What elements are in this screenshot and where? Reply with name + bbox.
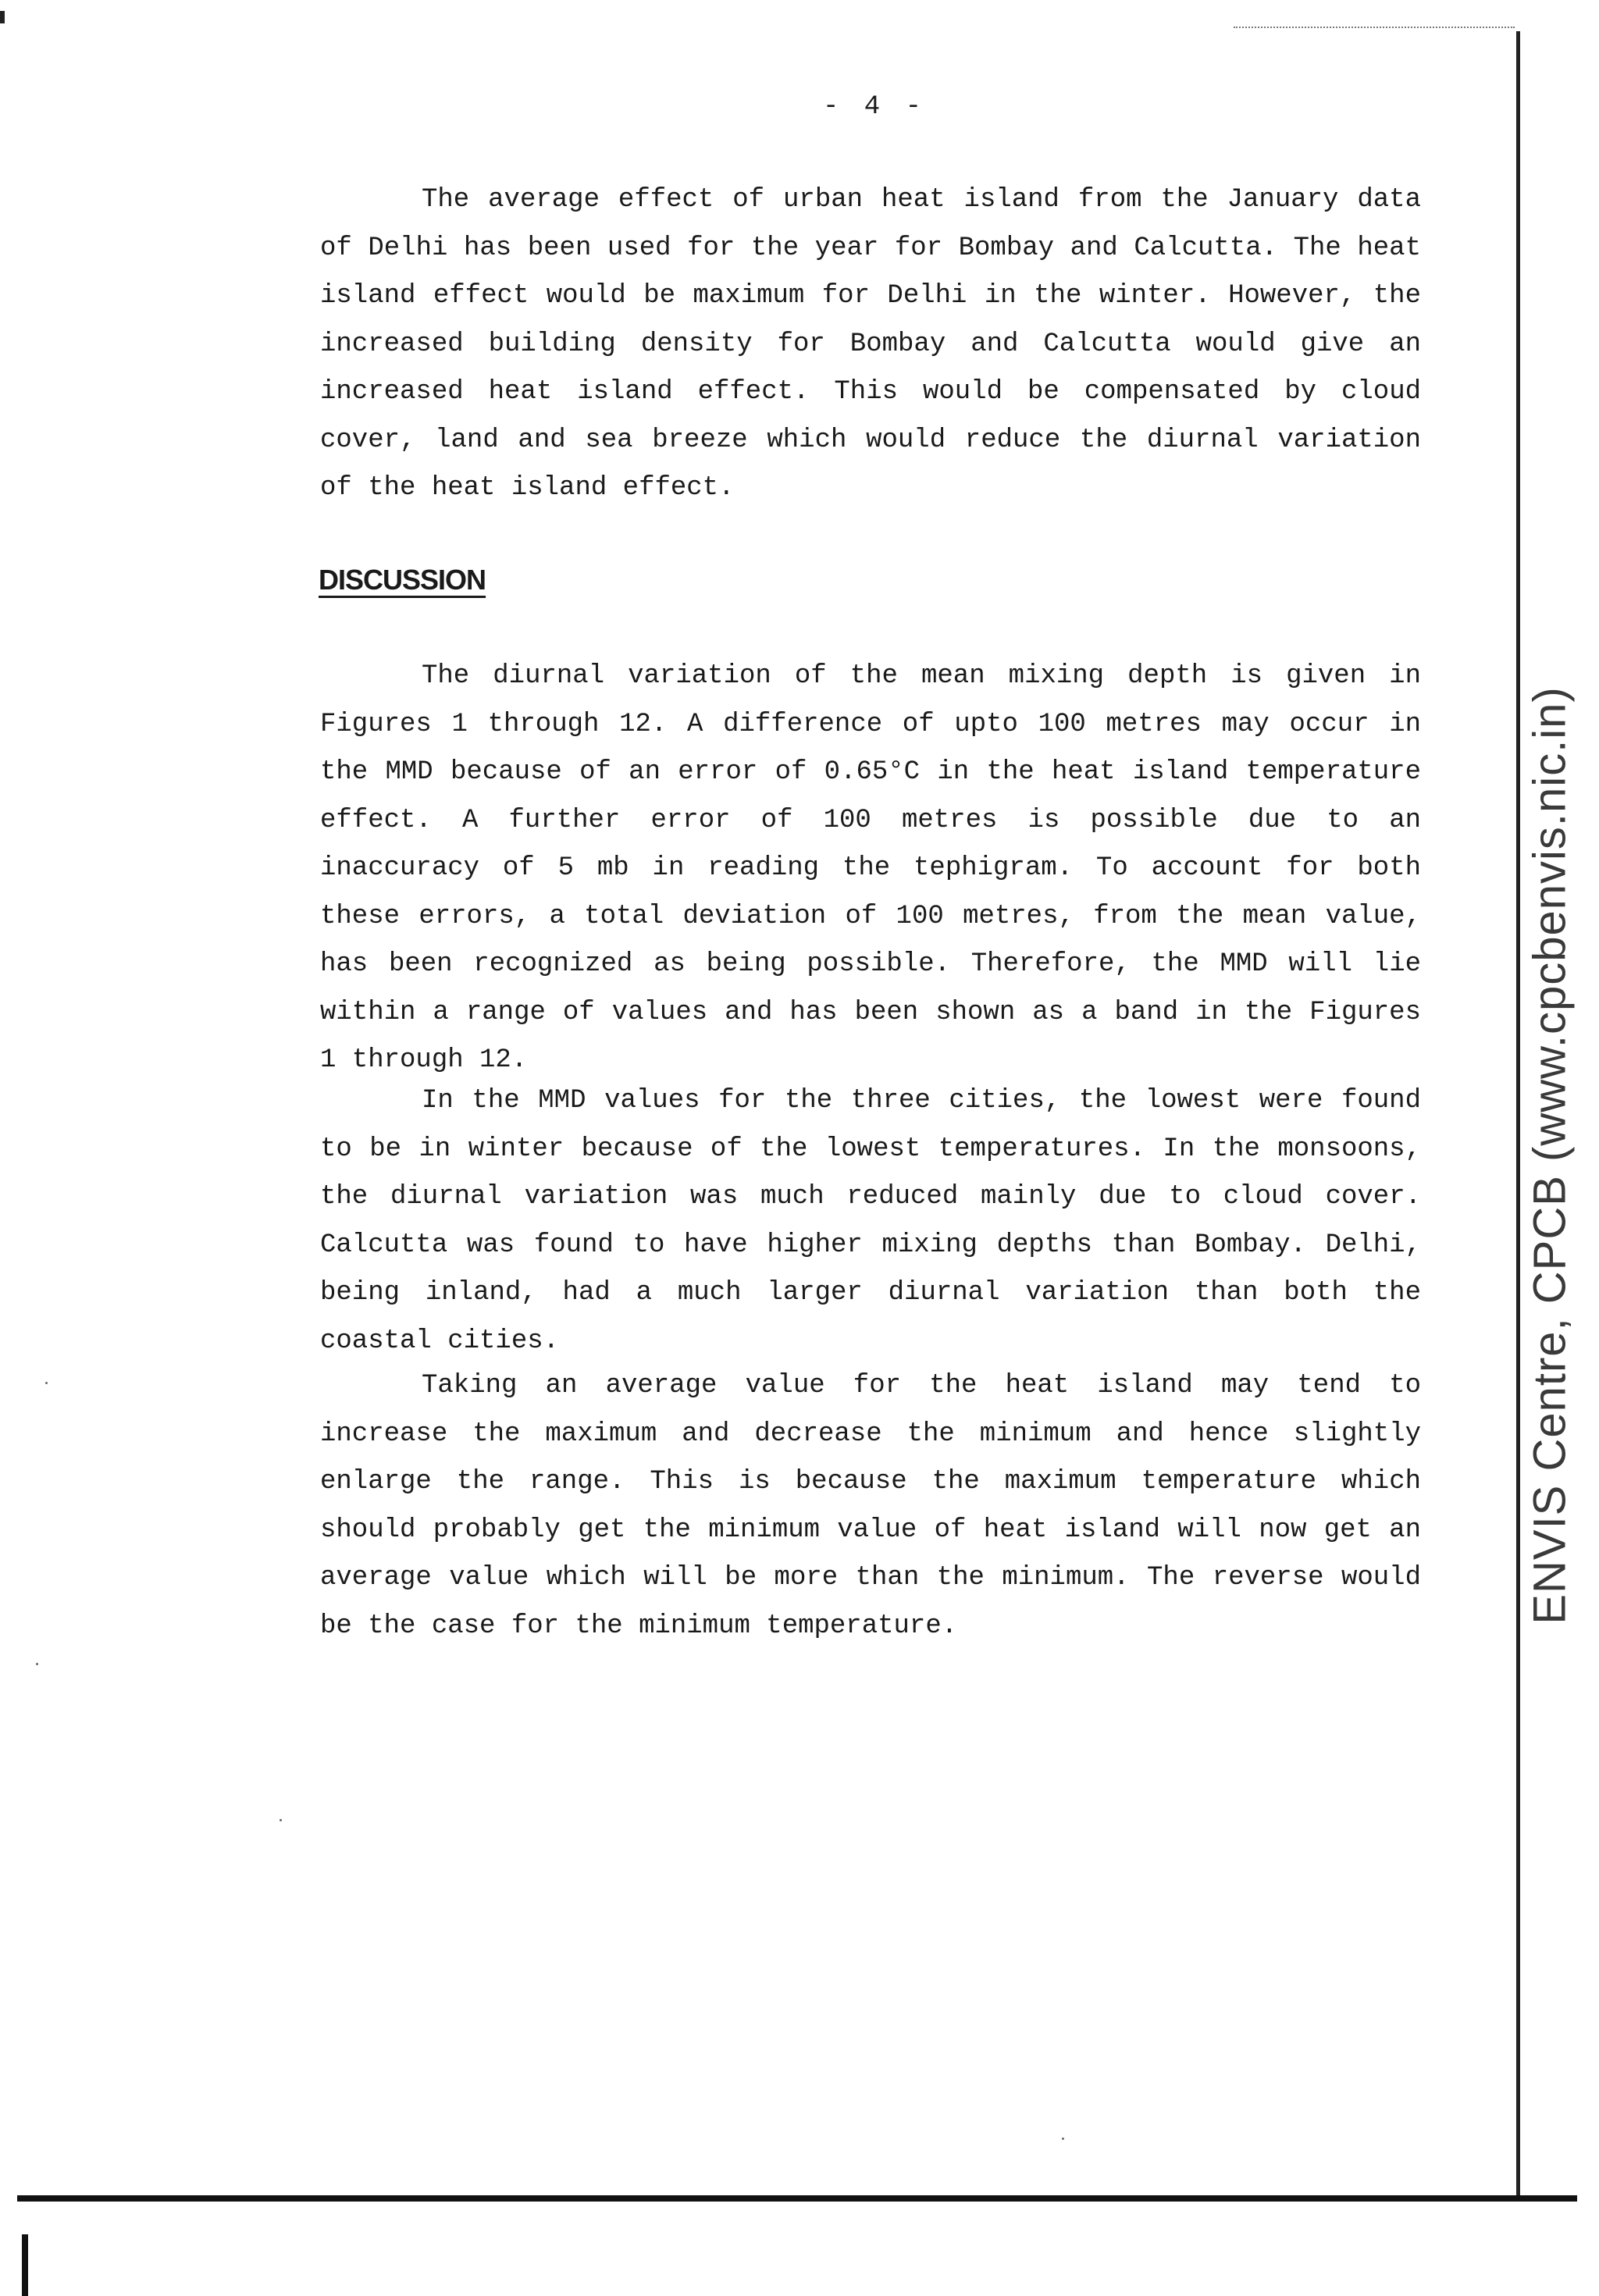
scan-speck — [1062, 2138, 1064, 2140]
scan-edge-mark — [1234, 27, 1515, 30]
section-heading-discussion: DISCUSSION — [319, 564, 486, 596]
page-number: - 4 - — [822, 92, 927, 122]
paragraph-average-heat-island: Taking an average value for the heat island may tend to increase the maximum and decrease the minimum and hence slightly enlarge the range. This is because the maximum temperature which should probably get the minimum value of heat island will now get an average value which will be more than the minimum. The reverse would be the case for the minimum temperature. — [320, 1371, 1421, 1641]
scan-corner-mark — [22, 2234, 28, 2296]
paragraph-diurnal-variation: The diurnal variation of the mean mixing depth is given in Figures 1 through 12. A difference of upto 100 metres may occur in the MMD because of an error of 0.65°C in the heat island temperature effect. A further error of 100 metres is possible due to an inaccuracy of 5 mb in reading the tephigram. To account for both these errors, a total deviation of 100 metres, from the mean value, has been recognized as being possible. Therefore, the MMD will lie within a range of values and has been shown as a band in the Figures 1 through 12. — [320, 661, 1421, 1075]
scan-speck — [280, 1819, 282, 1821]
page-right-border — [1516, 31, 1520, 2202]
scan-speck — [45, 1382, 48, 1384]
paragraph-mmd-values: In the MMD values for the three cities, the lowest were found to be in winter because of the lowest temperatures. In the monsoons, the diurnal variation was much reduced mainly due to cloud cover. Calcutta was found to have higher mixing depths than Bombay. Delhi, being inland, had a much larger diurnal variation than both the coastal cities. — [320, 1086, 1421, 1356]
envis-watermark: ENVIS Centre, CPCB (www.cpcbenvis.nic.in) — [1524, 686, 1576, 1625]
scan-speck — [36, 1663, 38, 1665]
scan-corner-mark — [0, 11, 5, 23]
bottom-rule — [17, 2195, 1577, 2202]
paragraph-heat-island-effect: The average effect of urban heat island from the January data of Delhi has been used for the year for Bombay and Calcutta. The heat island effect would be maximum for Delhi in the winter. However, the increased building density for Bombay and Calcutta would give an increased heat island effect. This would be compensated by cloud cover, land and sea breeze which would reduce the diurnal variation of the heat island effect. — [320, 185, 1421, 503]
